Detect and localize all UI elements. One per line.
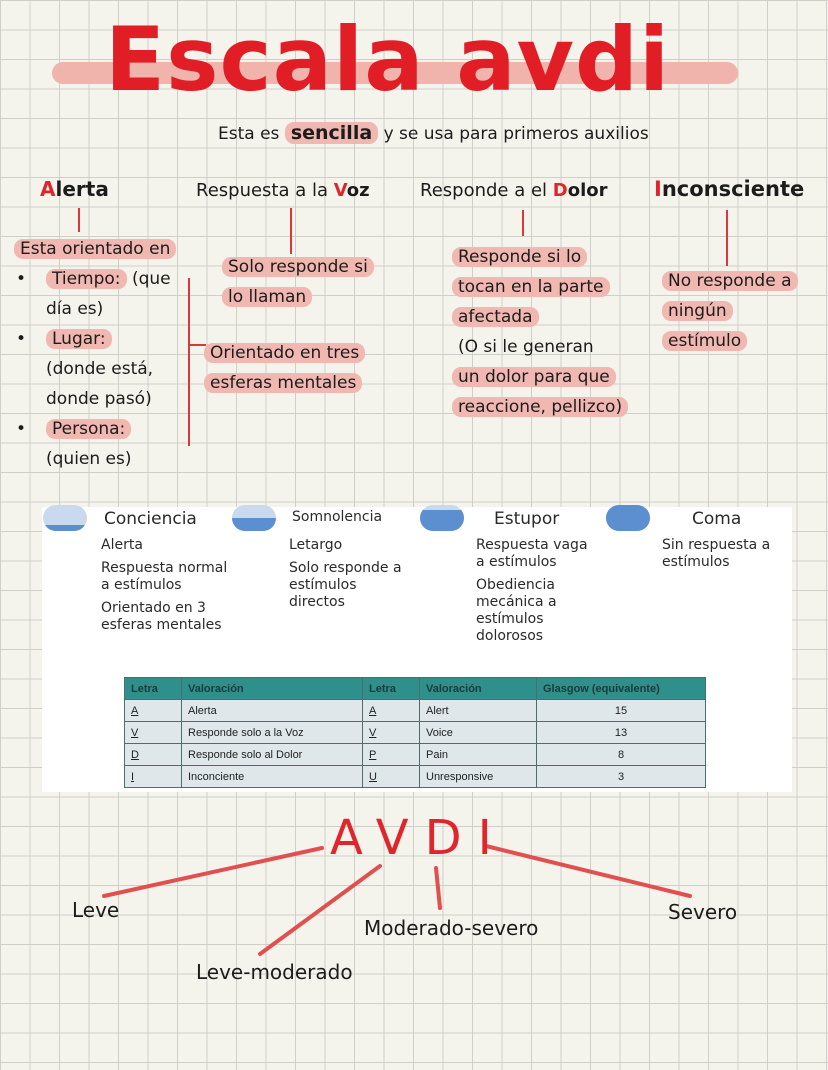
subtitle-pre: Esta es (218, 124, 280, 144)
heading-inconsciente: Inconsciente (654, 177, 805, 201)
severity-label: Leve (72, 898, 120, 922)
severity-label: Severo (668, 900, 738, 924)
table-header-row: Letra Valoración Letra Valoración Glasgow (equivalente) (125, 678, 706, 700)
connector-leve-moderado (260, 866, 380, 954)
subtitle-key: sencilla (285, 122, 378, 144)
table-row: V Responde solo a la Voz V Voice 13 (125, 722, 706, 744)
severity-label: Leve-moderado (196, 960, 353, 984)
table-row: A Alerta A Alert 15 (125, 700, 706, 722)
inconsciente-notes: No responde a ningún estímulo (662, 266, 798, 356)
alerta-summary: Orientado en tres esferas mentales (204, 338, 365, 398)
severity-label: Moderado-severo (364, 916, 539, 940)
list-item: • Tiempo: (que día es) (14, 264, 174, 324)
voz-notes: Solo responde si lo llaman (222, 252, 374, 312)
alerta-intro: Esta orientado en (14, 239, 176, 259)
level-title: Estupor (494, 509, 560, 529)
table-row: D Responde solo al Dolor P Pain 8 (125, 744, 706, 766)
level-title: Conciencia (104, 509, 197, 529)
subtitle-post: y se usa para primeros auxilios (383, 124, 649, 144)
level-description: Letargo Solo responde a estímulos directos (289, 537, 402, 610)
level-title: Somnolencia (292, 509, 383, 525)
table-row: I Inconciente U Unresponsive 3 (125, 766, 706, 788)
level-description: Sin respuesta a estímulos (662, 537, 771, 570)
avdi-word: AVDI (330, 810, 508, 866)
heading-alerta: Alerta (40, 177, 109, 201)
page-title: Escala avdi (105, 8, 671, 111)
list-item: • Persona: (quien es) (14, 414, 174, 474)
dolor-notes: Responde si lo tocan en la parte afectada (O si le generan un dolor para que reaccione, pellizco) (452, 242, 628, 422)
list-item: • Lugar: (donde está, donde pasó) (14, 324, 174, 414)
connector-severo (486, 846, 690, 896)
level-title: Coma (692, 509, 742, 529)
connector-moderado-severo (436, 868, 440, 908)
connector-leve (104, 848, 322, 896)
heading-dolor: Responde a el Dolor (420, 180, 608, 201)
level-description: Alerta Respuesta normal a estímulos Orientado en 3 esferas mentales (101, 537, 228, 633)
level-description: Respuesta vaga a estímulos Obediencia mecánica a estímulos dolorosos (476, 537, 588, 644)
heading-voz: Respuesta a la Voz (196, 180, 370, 201)
